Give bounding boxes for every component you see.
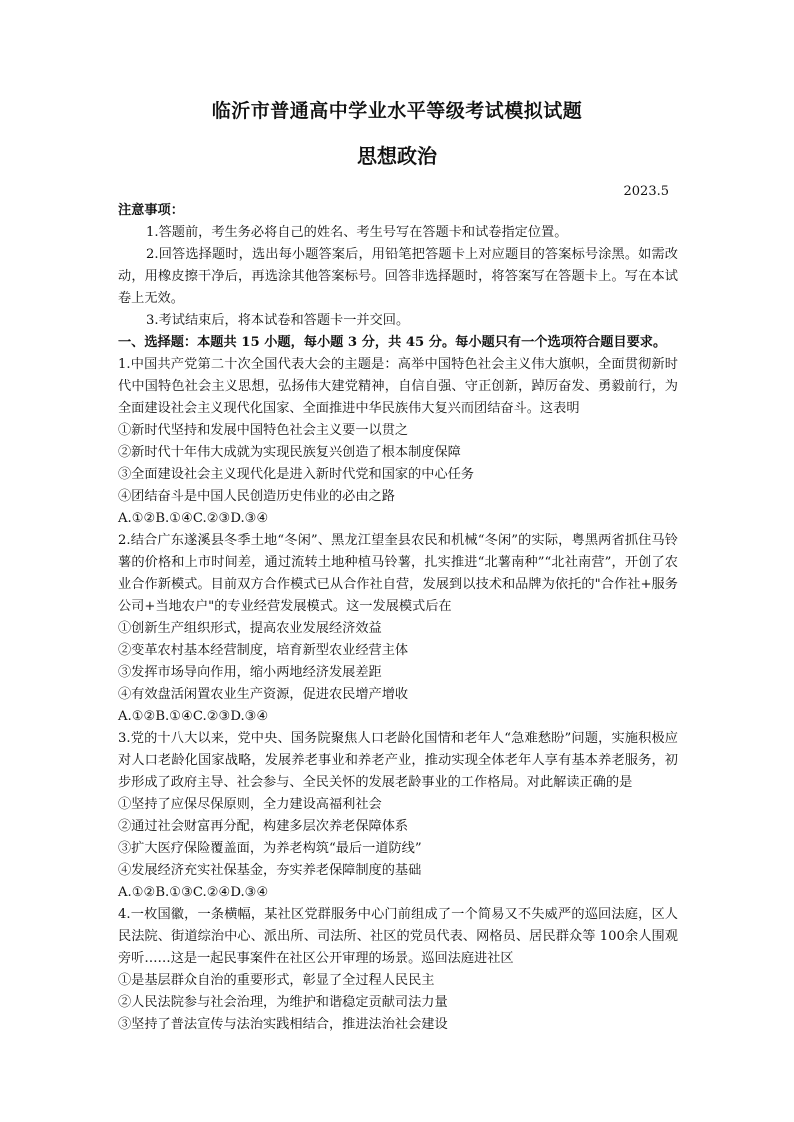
answer-choices: A.①②B.①④C.②③D.③④ xyxy=(118,511,269,526)
question-option: ③扩大医疗保险覆盖面，为养老构筑“最后一道防线” xyxy=(118,841,422,856)
question-option: ①是基层群众自治的重要形式，彰显了全过程人民民主 xyxy=(118,973,435,988)
question-option: ③坚持了普法宣传与法治实践相结合，推进法治社会建设 xyxy=(118,1017,448,1032)
question-stem: 1.中国共产党第二十次全国代表大会的主题是：高举中国特色社会主义伟大旗帜，全面贯彻新时代中国特色社会主义思想，弘扬伟大建党精神，自信自强、守正创新，踔厉奋发、勇毅前行，为全面建设社会主义现代化国家、全面推进中华民族伟大复兴而团结奋斗。这表明 xyxy=(118,357,678,416)
answer-choices: A.①②B.①③C.②④D.③④ xyxy=(118,885,269,900)
question-stem: 3.党的十八大以来，党中央、国务院聚焦人口老龄化国情和老年人“急难愁盼”问题，实施积极应对人口老龄化国家战略，发展养老事业和养老产业，推动实现全体老年人享有基本养老服务，初步形成了政府主导、社会参与、全民关怀的发展老龄事业的工作格局。对此解读正确的是 xyxy=(118,731,678,790)
exam-body xyxy=(118,200,678,1036)
subject-title: 思想政治 xyxy=(357,144,437,168)
question-option: ③全面建设社会主义现代化是进入新时代党和国家的中心任务 xyxy=(118,467,475,482)
question-option: ①创新生产组织形式，提高农业发展经济效益 xyxy=(118,621,382,636)
notice-item: 2.回答选择题时，选出每小题答案后，用铅笔把答题卡上对应题目的答案标号涂黑。如需改动，用橡皮擦干净后，再选涂其他答案标号。回答非选择题时，将答案写在答题卡上。写在本试卷上无效。 xyxy=(118,247,678,306)
section-heading: 一、选择题：本题共 15 小题，每小题 3 分，共 45 分。每小题只有一个选项符合题目要求。 xyxy=(118,335,667,350)
exam-date: 2023.5 xyxy=(623,184,669,199)
question-option: ②新时代十年伟大成就为实现民族复兴创造了根本制度保障 xyxy=(118,445,461,460)
question-option: ②变革农村基本经营制度，培育新型农业经营主体 xyxy=(118,643,409,658)
answer-choices: A.①②B.①④C.②③D.③④ xyxy=(118,709,269,724)
notice-item: 3.考试结束后，将本试卷和答题卡一并交回。 xyxy=(146,313,410,328)
exam-title: 临沂市普通高中学业水平等级考试模拟试题 xyxy=(211,100,583,122)
notice-heading: 注意事项： xyxy=(118,203,184,218)
question-option: ④有效盘活闲置农业生产资源，促进农民增产增收 xyxy=(118,687,409,702)
notice-item: 1.答题前，考生务必将自己的姓名、考生号写在答题卡和试卷指定位置。 xyxy=(146,225,568,240)
question-option: ④发展经济充实社保基金，夯实养老保障制度的基础 xyxy=(118,863,422,878)
question-stem: 2.结合广东遂溪县冬季土地“冬闲”、黑龙江望奎县农民和机械“冬闲”的实际，粤黑两省抓住马铃薯的价格和上市时间差，通过流转土地种植马铃薯，扎实推进“北薯南种”“北社南营”，开创了农业合作新模式。目前双方合作模式已从合作社自营，发展到以技术和品牌为依托的"合作社+服务公司+当地农户"的专业经营发展模式。这一发展模式后在 xyxy=(118,533,678,614)
question-option: ③发挥市场导向作用，缩小两地经济发展差距 xyxy=(118,665,382,680)
question-option: ①坚持了应保尽保原则，全力建设高福利社会 xyxy=(118,797,382,812)
question-option: ①新时代坚持和发展中国特色社会主义要一以贯之 xyxy=(118,423,409,438)
question-option: ②通过社会财富再分配，构建多层次养老保障体系 xyxy=(118,819,409,834)
question-option: ④团结奋斗是中国人民创造历史伟业的必由之路 xyxy=(118,489,395,504)
question-option: ②人民法院参与社会治理，为维护和谐稳定贡献司法力量 xyxy=(118,995,448,1010)
question-stem: 4.一枚国徽，一条横幅，某社区党群服务中心门前组成了一个简易又不失威严的巡回法庭，区人民法院、街道综治中心、派出所、司法所、社区的党员代表、网格员、居民群众等 100余人围观旁听……这是一起民事案件在社区公开审理的场景。巡回法庭进社区 xyxy=(118,907,678,966)
